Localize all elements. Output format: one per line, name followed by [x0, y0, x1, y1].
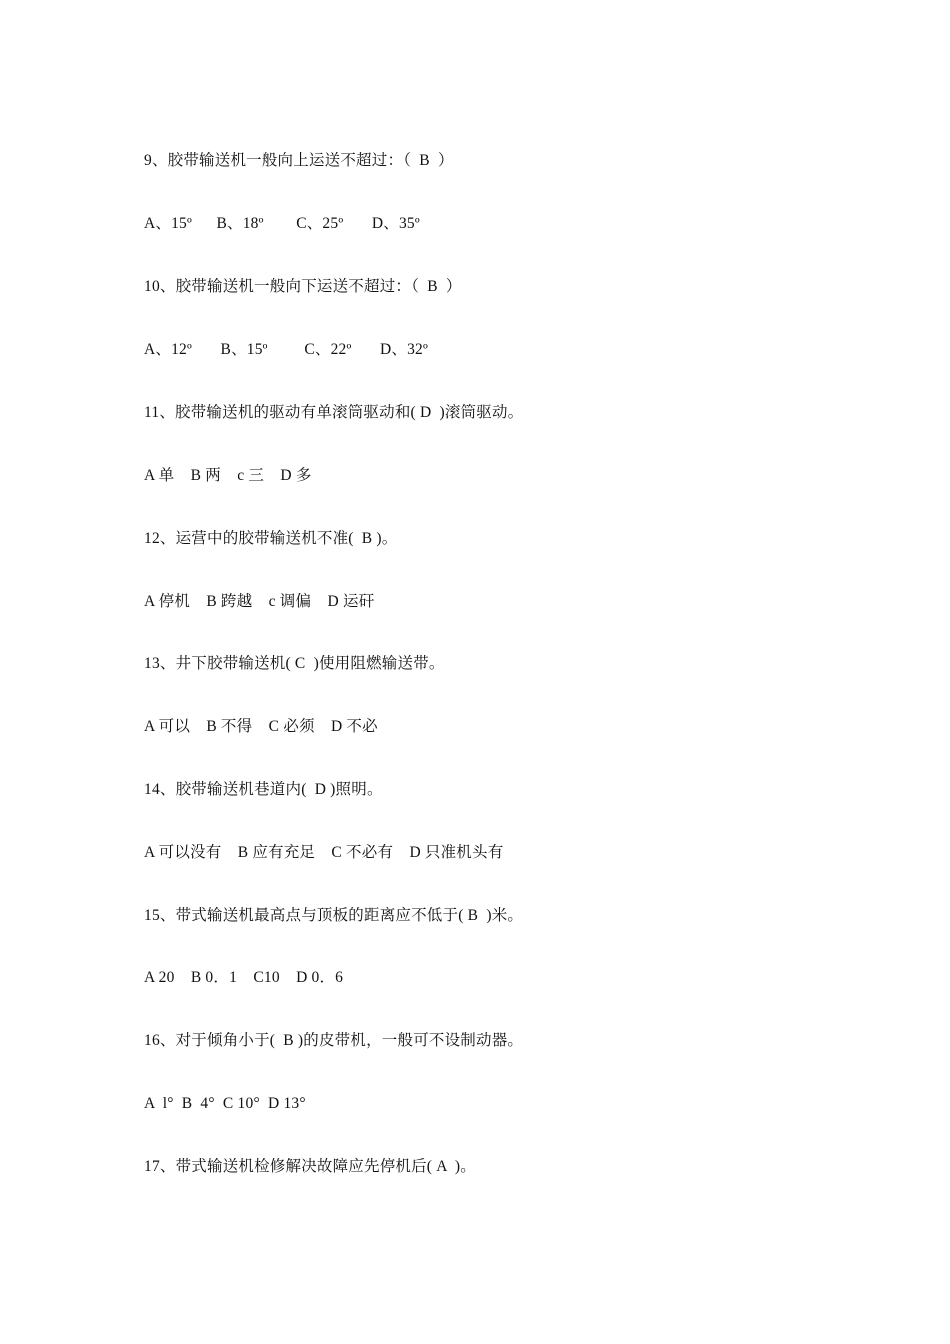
options-16: A l° B 4° C 10° D 13°	[144, 1095, 306, 1112]
question-11: 11、胶带输送机的驱动有单滚筒驱动和( D )滚筒驱动。	[144, 404, 524, 421]
options-14: A 可以没有 B 应有充足 C 不必有 D 只准机头有	[144, 844, 504, 861]
question-14: 14、胶带输送机巷道内( D )照明。	[144, 781, 383, 798]
options-12: A 停机 B 跨越 c 调偏 D 运矸	[144, 593, 375, 610]
question-17: 17、带式输送机检修解决故障应先停机后( A )。	[144, 1158, 476, 1175]
options-10: A、12º B、15º C、22º D、32º	[144, 341, 429, 358]
question-9: 9、胶带输送机一般向上运送不超过：（ B ）	[144, 152, 454, 169]
question-15: 15、带式输送机最高点与顶板的距离应不低于( B )米。	[144, 907, 524, 924]
question-16: 16、对于倾角小于( B )的皮带机，一般可不设制动器。	[144, 1032, 524, 1049]
options-11: A 单 B 两 c 三 D 多	[144, 467, 312, 484]
options-15: A 20 B 0．1 C10 D 0．6	[144, 969, 344, 986]
options-9: A、15º B、18º C、25º D、35º	[144, 215, 420, 232]
question-12: 12、运营中的胶带输送机不准( B )。	[144, 530, 398, 547]
question-10: 10、胶带输送机一般向下运送不超过：（ B ）	[144, 278, 462, 295]
options-13: A 可以 B 不得 C 必须 D 不必	[144, 718, 378, 735]
question-13: 13、井下胶带输送机( C )使用阻燃输送带。	[144, 655, 445, 672]
